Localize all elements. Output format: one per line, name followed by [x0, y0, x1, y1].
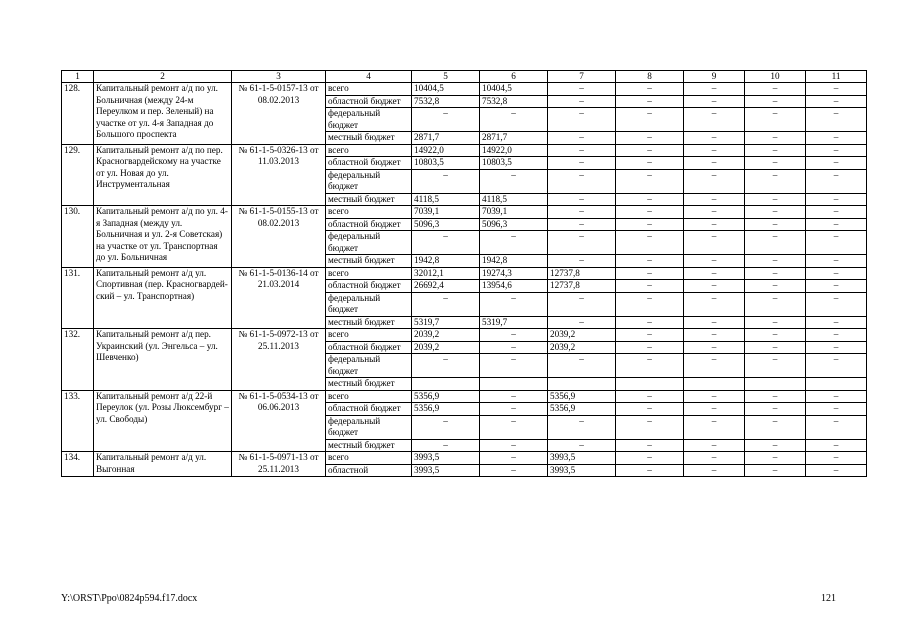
value-cell: –	[548, 108, 616, 132]
record-number: 130.	[62, 206, 94, 268]
value-cell: –	[684, 157, 745, 170]
value-cell: 14922,0	[480, 144, 548, 157]
value-cell: –	[684, 95, 745, 108]
value-cell: 32012,1	[412, 267, 480, 280]
value-cell: 10404,5	[412, 83, 480, 96]
value-cell	[412, 378, 480, 391]
value-cell: –	[806, 218, 867, 231]
value-cell: –	[548, 157, 616, 170]
value-cell: –	[480, 452, 548, 465]
value-cell: –	[480, 231, 548, 255]
value-cell: 2039,2	[548, 329, 616, 342]
value-cell: –	[480, 403, 548, 416]
value-cell: –	[684, 255, 745, 268]
budget-source-label: всего	[326, 83, 412, 96]
value-cell: –	[806, 231, 867, 255]
value-cell: –	[548, 292, 616, 316]
value-cell: 5356,9	[548, 403, 616, 416]
budget-source-label: всего	[326, 267, 412, 280]
value-cell: –	[806, 464, 867, 477]
value-cell: –	[412, 169, 480, 193]
value-cell: –	[616, 390, 684, 403]
value-cell: –	[548, 206, 616, 219]
value-cell: –	[480, 439, 548, 452]
value-cell: 4118,5	[480, 193, 548, 206]
value-cell: –	[684, 439, 745, 452]
value-cell: –	[745, 231, 806, 255]
value-cell: –	[806, 452, 867, 465]
value-cell: 1942,8	[412, 255, 480, 268]
value-cell: –	[745, 132, 806, 145]
value-cell: –	[616, 452, 684, 465]
header-row	[62, 71, 867, 83]
value-cell: –	[745, 403, 806, 416]
value-cell: –	[616, 231, 684, 255]
value-cell: 2871,7	[480, 132, 548, 145]
value-cell: –	[745, 255, 806, 268]
table-row	[62, 267, 867, 280]
value-cell: 2039,2	[412, 341, 480, 354]
value-cell: –	[745, 415, 806, 439]
value-cell: 26692,4	[412, 280, 480, 293]
value-cell: 10803,5	[480, 157, 548, 170]
value-cell: –	[806, 206, 867, 219]
value-cell: –	[745, 193, 806, 206]
value-cell: –	[684, 316, 745, 329]
budget-source-label: местный бюджет	[326, 193, 412, 206]
value-cell: –	[616, 464, 684, 477]
record-number: 133.	[62, 390, 94, 452]
value-cell: –	[548, 316, 616, 329]
value-cell: 4118,5	[412, 193, 480, 206]
value-cell: –	[616, 206, 684, 219]
value-cell: –	[745, 169, 806, 193]
value-cell: –	[548, 415, 616, 439]
value-cell: –	[616, 329, 684, 342]
record-document: № 61-1-5-0972-13 от 25.11.2013	[232, 329, 326, 391]
value-cell: 3993,5	[548, 464, 616, 477]
value-cell: 3993,5	[412, 464, 480, 477]
value-cell: –	[616, 144, 684, 157]
table-row	[62, 329, 867, 342]
value-cell: 7532,8	[480, 95, 548, 108]
budget-source-label: всего	[326, 452, 412, 465]
value-cell: –	[616, 83, 684, 96]
col-header: 10	[745, 71, 806, 83]
budget-source-label: областной бюджет	[326, 403, 412, 416]
value-cell: –	[684, 83, 745, 96]
value-cell: –	[412, 292, 480, 316]
col-header: 1	[62, 71, 94, 83]
value-cell: –	[616, 193, 684, 206]
value-cell: –	[548, 169, 616, 193]
col-header: 6	[480, 71, 548, 83]
record-number: 128.	[62, 83, 94, 145]
value-cell: –	[806, 169, 867, 193]
value-cell: –	[745, 390, 806, 403]
value-cell: –	[684, 415, 745, 439]
record-number: 129.	[62, 144, 94, 206]
value-cell: –	[745, 329, 806, 342]
value-cell: 1942,8	[480, 255, 548, 268]
value-cell	[806, 378, 867, 391]
value-cell: 2039,2	[412, 329, 480, 342]
value-cell: –	[806, 403, 867, 416]
value-cell: –	[616, 132, 684, 145]
value-cell: –	[684, 329, 745, 342]
budget-source-label: всего	[326, 206, 412, 219]
value-cell: –	[548, 193, 616, 206]
value-cell: –	[616, 403, 684, 416]
value-cell: –	[745, 83, 806, 96]
value-cell: –	[684, 292, 745, 316]
value-cell: –	[806, 267, 867, 280]
value-cell: –	[806, 415, 867, 439]
value-cell: –	[745, 218, 806, 231]
value-cell: –	[806, 132, 867, 145]
budget-source-label: областной бюджет	[326, 157, 412, 170]
value-cell: 3993,5	[412, 452, 480, 465]
value-cell: –	[616, 218, 684, 231]
value-cell: 7532,8	[412, 95, 480, 108]
value-cell: –	[745, 292, 806, 316]
value-cell: –	[684, 403, 745, 416]
table-row	[62, 83, 867, 96]
value-cell: –	[412, 231, 480, 255]
value-cell: –	[806, 95, 867, 108]
value-cell: –	[480, 464, 548, 477]
budget-source-label: федеральный бюджет	[326, 415, 412, 439]
value-cell: 10803,5	[412, 157, 480, 170]
value-cell: –	[806, 354, 867, 378]
value-cell: –	[745, 316, 806, 329]
col-header: 7	[548, 71, 616, 83]
record-title: Капитальный ремонт а/д по ул. 4-я Западная (между ул. Больничная и ул. 2-я Советская) на участке от ул. Транспортная до ул. Больничная	[94, 206, 232, 268]
col-header: 3	[232, 71, 326, 83]
record-number: 131.	[62, 267, 94, 329]
value-cell: 13954,6	[480, 280, 548, 293]
value-cell: –	[412, 415, 480, 439]
value-cell: –	[480, 354, 548, 378]
budget-source-label: всего	[326, 390, 412, 403]
col-header: 2	[94, 71, 232, 83]
value-cell	[480, 378, 548, 391]
value-cell: –	[480, 329, 548, 342]
record-document: № 61-1-5-0157-13 от 08.02.2013	[232, 83, 326, 145]
value-cell: –	[806, 280, 867, 293]
value-cell: –	[806, 108, 867, 132]
value-cell: –	[684, 390, 745, 403]
budget-source-label: федеральный бюджет	[326, 354, 412, 378]
value-cell: –	[616, 95, 684, 108]
budget-table	[61, 70, 867, 477]
value-cell: –	[616, 415, 684, 439]
value-cell: –	[684, 169, 745, 193]
value-cell: –	[412, 439, 480, 452]
value-cell: –	[684, 108, 745, 132]
value-cell: 5356,9	[412, 390, 480, 403]
value-cell: –	[616, 341, 684, 354]
value-cell: –	[806, 316, 867, 329]
budget-source-label: федеральный бюджет	[326, 169, 412, 193]
value-cell: –	[745, 452, 806, 465]
value-cell: –	[684, 193, 745, 206]
value-cell: –	[806, 329, 867, 342]
value-cell: 5096,3	[480, 218, 548, 231]
value-cell: –	[616, 157, 684, 170]
record-document: № 61-1-5-0971-13 от 25.11.2013	[232, 452, 326, 477]
value-cell: –	[684, 144, 745, 157]
value-cell: –	[548, 218, 616, 231]
budget-source-label: федеральный бюджет	[326, 292, 412, 316]
value-cell: –	[480, 390, 548, 403]
value-cell: –	[684, 354, 745, 378]
value-cell	[684, 378, 745, 391]
record-document: № 61-1-5-0155-13 от 08.02.2013	[232, 206, 326, 268]
value-cell: –	[745, 341, 806, 354]
col-header: 9	[684, 71, 745, 83]
value-cell: –	[548, 132, 616, 145]
value-cell: –	[745, 464, 806, 477]
col-header: 5	[412, 71, 480, 83]
value-cell: –	[616, 280, 684, 293]
col-header: 4	[326, 71, 412, 83]
record-title: Капитальный ремонт а/д ул. Спортивная (пер. Красногвардей-ский – ул. Транспортная)	[94, 267, 232, 329]
value-cell: 7039,1	[412, 206, 480, 219]
value-cell: –	[745, 439, 806, 452]
value-cell: –	[616, 255, 684, 268]
record-document: № 61-1-5-0534-13 от 06.06.2013	[232, 390, 326, 452]
value-cell: –	[684, 231, 745, 255]
value-cell: –	[745, 108, 806, 132]
budget-source-label: местный бюджет	[326, 439, 412, 452]
table-row	[62, 452, 867, 465]
budget-source-label: местный бюджет	[326, 316, 412, 329]
value-cell: –	[684, 464, 745, 477]
value-cell: –	[412, 108, 480, 132]
value-cell: 19274,3	[480, 267, 548, 280]
value-cell: –	[745, 144, 806, 157]
record-title: Капитальный ремонт а/д по пер. Красногвардейскому на участке от ул. Новая до ул. Инструментальная	[94, 144, 232, 206]
record-number: 132.	[62, 329, 94, 391]
record-title: Капитальный ремонт а/д пер. Украинский (ул. Энгельса – ул. Шевченко)	[94, 329, 232, 391]
budget-source-label: областной бюджет	[326, 218, 412, 231]
value-cell: –	[806, 144, 867, 157]
value-cell: –	[616, 439, 684, 452]
value-cell: –	[548, 95, 616, 108]
value-cell: –	[480, 341, 548, 354]
budget-source-label: местный бюджет	[326, 255, 412, 268]
value-cell: 5356,9	[548, 390, 616, 403]
value-cell: –	[684, 341, 745, 354]
value-cell: –	[806, 439, 867, 452]
col-header: 8	[616, 71, 684, 83]
table-body	[62, 71, 867, 477]
budget-source-label: федеральный бюджет	[326, 108, 412, 132]
record-title: Капитальный ремонт а/д ул. Выгонная	[94, 452, 232, 477]
value-cell: –	[684, 218, 745, 231]
value-cell: –	[616, 292, 684, 316]
record-document: № 61-1-5-0326-13 от 11.03.2013	[232, 144, 326, 206]
value-cell: –	[745, 95, 806, 108]
value-cell: –	[806, 390, 867, 403]
record-number: 134.	[62, 452, 94, 477]
value-cell: –	[616, 316, 684, 329]
page-number: 121	[821, 593, 836, 604]
value-cell: 5096,3	[412, 218, 480, 231]
value-cell: 5319,7	[480, 316, 548, 329]
value-cell: –	[480, 292, 548, 316]
value-cell: –	[548, 83, 616, 96]
value-cell: –	[548, 144, 616, 157]
value-cell: 7039,1	[480, 206, 548, 219]
budget-source-label: местный бюджет	[326, 132, 412, 145]
value-cell: –	[806, 83, 867, 96]
value-cell: 2039,2	[548, 341, 616, 354]
value-cell	[745, 378, 806, 391]
budget-source-label: областной бюджет	[326, 341, 412, 354]
record-document: № 61-1-5-0136-14 от 21.03.2014	[232, 267, 326, 329]
budget-source-label: всего	[326, 144, 412, 157]
value-cell: –	[684, 452, 745, 465]
table-row	[62, 206, 867, 219]
value-cell: –	[806, 341, 867, 354]
footer-file-path: Y:\ORST\Ppo\0824p594.f17.docx	[61, 593, 198, 604]
value-cell	[616, 378, 684, 391]
value-cell: –	[684, 132, 745, 145]
value-cell: –	[616, 169, 684, 193]
value-cell: –	[480, 108, 548, 132]
record-title: Капитальный ремонт а/д 22-й Переулок (ул. Розы Люксембург – ул. Свободы)	[94, 390, 232, 452]
value-cell: 3993,5	[548, 452, 616, 465]
value-cell: –	[745, 280, 806, 293]
value-cell: –	[616, 108, 684, 132]
value-cell: –	[548, 255, 616, 268]
value-cell: 5319,7	[412, 316, 480, 329]
value-cell: –	[745, 206, 806, 219]
value-cell: –	[616, 354, 684, 378]
value-cell: 12737,8	[548, 267, 616, 280]
value-cell: 2871,7	[412, 132, 480, 145]
value-cell: –	[806, 193, 867, 206]
budget-source-label: областной бюджет	[326, 280, 412, 293]
value-cell: 5356,9	[412, 403, 480, 416]
value-cell	[548, 378, 616, 391]
value-cell: –	[806, 255, 867, 268]
value-cell: –	[745, 157, 806, 170]
value-cell: –	[548, 354, 616, 378]
value-cell: 14922,0	[412, 144, 480, 157]
budget-source-label: федеральный бюджет	[326, 231, 412, 255]
value-cell: –	[412, 354, 480, 378]
value-cell: 12737,8	[548, 280, 616, 293]
value-cell: –	[684, 206, 745, 219]
table-row	[62, 390, 867, 403]
value-cell: –	[684, 280, 745, 293]
record-title: Капитальный ремонт а/д по ул. Больничная (между 24-м Переулком и пер. Зеленый) на участке от ул. 4-я Западная до Большого проспекта	[94, 83, 232, 145]
budget-source-label: местный бюджет	[326, 378, 412, 391]
value-cell: –	[684, 267, 745, 280]
table-row	[62, 144, 867, 157]
value-cell: 10404,5	[480, 83, 548, 96]
value-cell: –	[548, 231, 616, 255]
budget-source-label: областной	[326, 464, 412, 477]
budget-source-label: областной бюджет	[326, 95, 412, 108]
value-cell: –	[548, 439, 616, 452]
value-cell: –	[745, 354, 806, 378]
value-cell: –	[806, 157, 867, 170]
col-header: 11	[806, 71, 867, 83]
value-cell: –	[616, 267, 684, 280]
value-cell: –	[806, 292, 867, 316]
value-cell: –	[745, 267, 806, 280]
value-cell: –	[480, 415, 548, 439]
budget-source-label: всего	[326, 329, 412, 342]
value-cell: –	[480, 169, 548, 193]
